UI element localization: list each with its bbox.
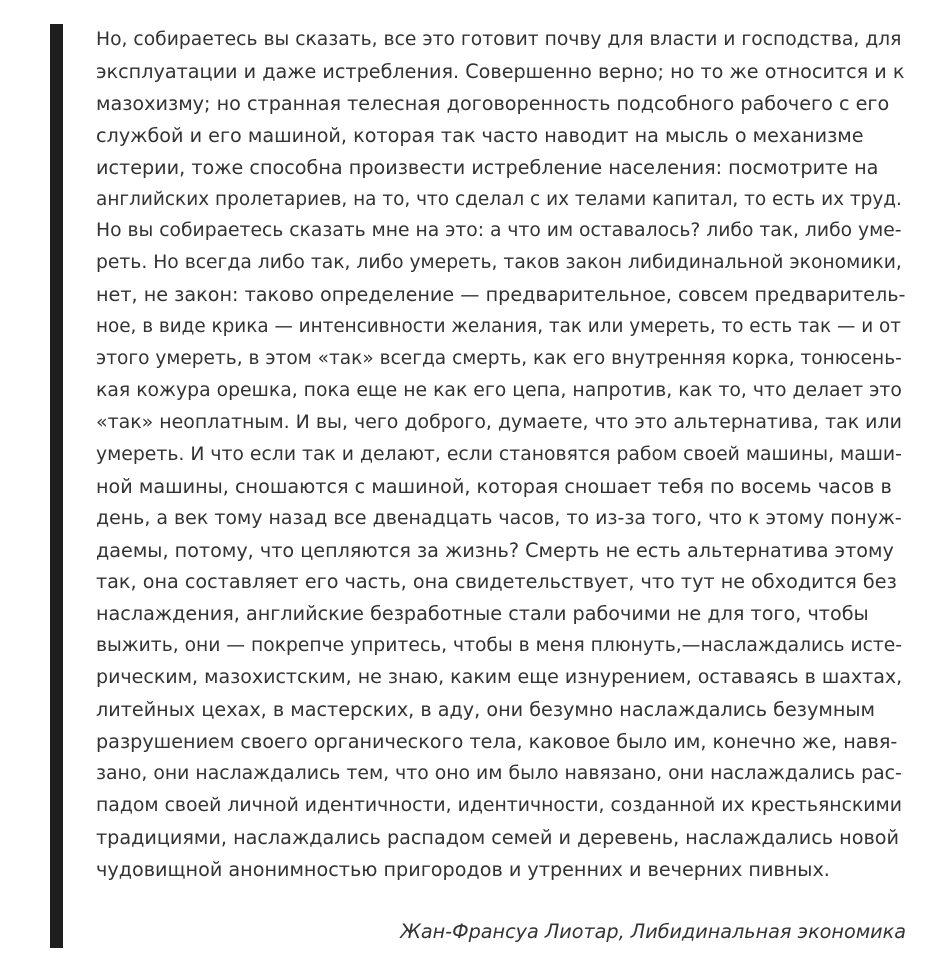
quote-text <box>96 24 906 885</box>
quote-line: литейных цехах, в мастерских, в аду, они безумно наслаждались безумным <box>96 698 875 722</box>
quote-accent-bar <box>50 24 63 948</box>
quote-line: этого умереть, в этом «так» всегда смерть, как его внутренняя корка, тонюсень- <box>96 348 902 370</box>
quote-line: английских пролетариев, на то, что сделал с их телами капитал, то есть их труд. <box>96 188 902 210</box>
quote-attribution: Жан-Франсуа Лиотар, Либидинальная экономика <box>400 920 906 943</box>
quote-line: «так» неоплатным. И вы, чего доброго, думаете, что это альтернатива, так или <box>96 410 902 433</box>
quote-line: падом своей личной идентичности, идентичности, созданной их крестьянскими <box>96 794 902 816</box>
quote-line: нет, не закон: таково определение — предварительное, совсем предваритель- <box>96 283 906 307</box>
quote-line: истерии, тоже способна произвести истребление населения: посмотрите на <box>96 155 879 179</box>
quote-line: так, она составляет его часть, она свидетельствует, что тут не обходится без <box>96 570 897 594</box>
quote-line: наслаждения, английские безработные стали рабочими не для того, чтобы <box>96 602 869 626</box>
quote-line: рическим, мазохистским, не знаю, каким еще изнурением, оставаясь в шахтах, <box>96 666 903 689</box>
quote-line: реть. Но всегда либо так, либо умереть, таков закон либидинальной экономики, <box>96 252 902 274</box>
quote-line: умереть. И что если так и делают, если становятся рабом своей машины, маши- <box>96 443 902 465</box>
quote-line: даемы, потому, что цепляются за жизнь? Смерть не есть альтернатива этому <box>96 538 894 562</box>
quote-line: кая кожура орешка, пока еще не как его цепа, напротив, как то, что делает это <box>96 379 902 401</box>
quote-line: Но, собираетесь вы сказать, все это готовит почву для власти и господства, для <box>96 29 902 50</box>
quote-line: выжить, они — покрепче упритесь, чтобы в меня плюнуть,—наслаждались исте- <box>96 635 903 657</box>
quote-line: разрушением своего органического тела, каковое было им, конечно же, навя- <box>96 729 898 753</box>
quote-line: чудовищной анонимностью пригородов и утренних и вечерних пивных. <box>96 857 830 881</box>
quote-line: ной машины, сношаются с машиной, которая сношает тебя по восемь часов в <box>96 474 892 498</box>
quote-line: мазохизму; но странная телесная договоренность подсобного рабочего с его <box>96 91 890 115</box>
quote-line: Но вы собираетесь сказать мне на это: а что им оставалось? либо так, либо уме- <box>96 220 902 242</box>
quote-line: ное, в виде крика — интенсивности желания, так или умереть, то есть так — и от <box>96 316 901 338</box>
quote-line: эксплуатации и даже истребления. Совершенно верно; но то же относится и к <box>96 59 905 83</box>
blockquote <box>50 24 908 948</box>
quote-line: день, а век тому назад все двенадцать часов, то из-за того, что к этому понуж- <box>96 506 902 529</box>
quote-line: традициями, наслаждались распадом семей и деревень, наслаждались новой <box>96 825 899 849</box>
quote-line: службой и его машиной, которая так часто наводит на мысль о механизме <box>96 123 864 147</box>
quote-line: зано, они наслаждались тем, что оно им было навязано, они наслаждались рас- <box>96 762 902 784</box>
